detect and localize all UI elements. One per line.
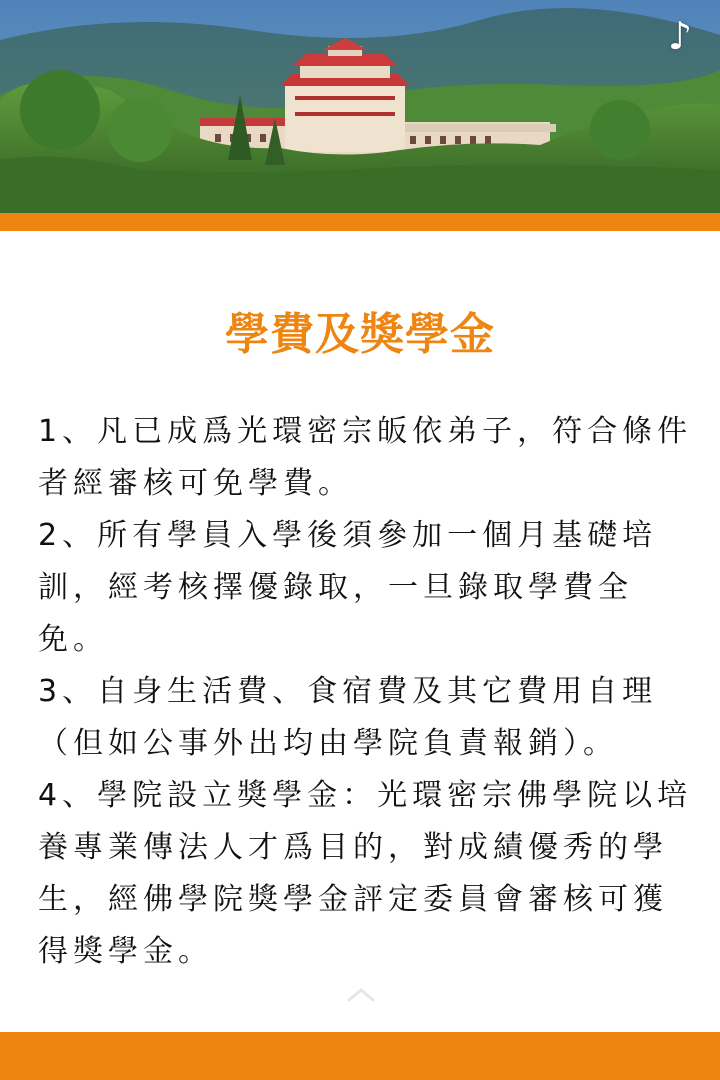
- paragraph-2: 2、所有學員入學後須參加一個月基礎培訓，經考核擇優錄取，一旦錄取學費全免。: [38, 518, 658, 657]
- paragraph-1: 1、凡已成爲光環密宗皈依弟子，符合條件者經審核可免學費。: [38, 414, 693, 501]
- music-note-icon[interactable]: ♪: [667, 14, 693, 58]
- page-title: 學費及獎學金: [225, 309, 495, 360]
- top-accent-bar: [0, 213, 720, 231]
- header-banner-image: [0, 0, 720, 213]
- chevron-up-icon[interactable]: [343, 982, 379, 1006]
- bottom-accent-bar: [0, 1032, 720, 1080]
- monastery-landscape-photo: [0, 0, 720, 213]
- paragraph-3: 3、自身生活費、食宿費及其它費用自理（但如公事外出均由學院負責報銷）。: [38, 674, 658, 761]
- content-body: [38, 406, 698, 978]
- paragraph-4: 4、學院設立獎學金：光環密宗佛學院以培養專業傳法人才爲目的，對成績優秀的學生，經佛學院獎學金評定委員會審核可獲得獎學金。: [38, 778, 693, 969]
